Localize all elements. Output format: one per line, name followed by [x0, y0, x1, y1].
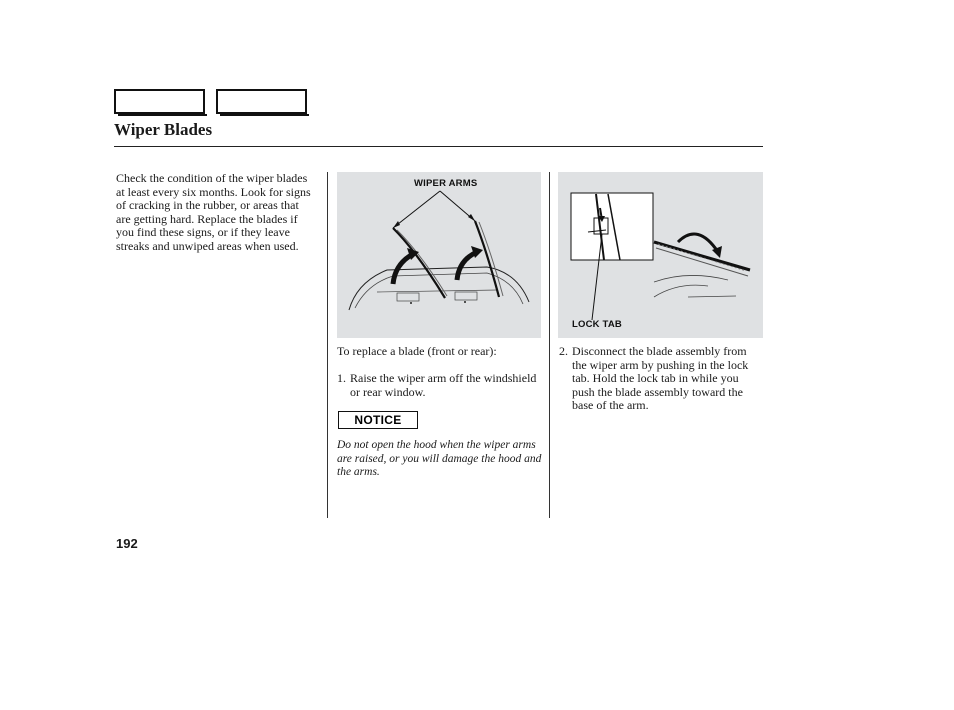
nav-tab-1[interactable]	[114, 89, 205, 114]
step-1-text: Raise the wiper arm off the windshield or rear window.	[350, 371, 537, 399]
lock-tab-label: LOCK TAB	[572, 319, 622, 330]
wiper-arms-drawing	[337, 172, 541, 338]
title-divider	[114, 146, 763, 147]
column-divider-2	[549, 172, 550, 518]
step-1-number: 1.	[337, 371, 346, 385]
step-2-number: 2.	[559, 344, 568, 358]
nav-tab-2[interactable]	[216, 89, 307, 114]
step-2-text: Disconnect the blade assembly from the wiper arm by pushing in the lock tab. Hold the lock tab in while you push the blade assembly toward the base of the arm.	[572, 344, 749, 412]
lock-tab-illustration	[558, 172, 763, 338]
lock-tab-drawing	[558, 172, 763, 338]
column-divider-1	[327, 172, 328, 518]
notice-badge	[338, 411, 418, 429]
page-number: 192	[116, 536, 138, 551]
step-2	[559, 345, 764, 413]
steps-intro: To replace a blade (front or rear):	[337, 344, 497, 358]
notice-label: NOTICE	[354, 413, 402, 427]
wiper-arms-label: WIPER ARMS	[414, 178, 478, 189]
intro-paragraph: Check the condition of the wiper blades at least every six months. Look for signs of cracking in the rubber, or areas that are getting hard. Replace the blades if you find these signs, or if they leave streaks and unwiped areas when used.	[116, 171, 311, 253]
step-1	[337, 372, 541, 399]
notice-text: Do not open the hood when the wiper arms are raised, or you will damage the hood and the arms.	[337, 439, 542, 478]
page-title: Wiper Blades	[114, 120, 213, 139]
wiper-arms-illustration	[337, 172, 541, 338]
